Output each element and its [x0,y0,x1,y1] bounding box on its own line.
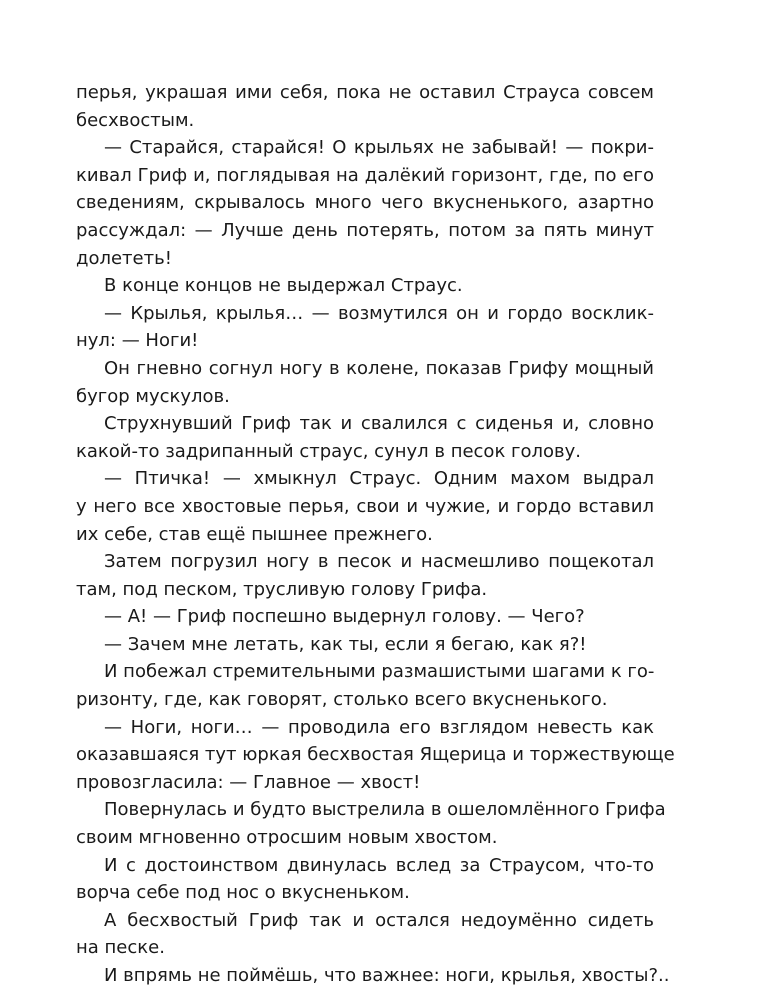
paragraph [76,603,654,631]
paragraph [76,272,654,300]
paragraph [76,796,666,851]
text-line: ризонту, где, как говорят, столько всего вкусненького. [76,689,608,711]
text-line: бугор мускулов. [76,385,230,407]
text-line: бесхвостым. [76,109,195,131]
paragraph [76,907,654,962]
text-line: Струхнувший Гриф так и свалился с сиденья и, словно [104,413,654,435]
text-line: — Птичка! — хмыкнул Страус. Одним махом выдрал [104,468,654,490]
paragraph [76,658,654,713]
text-line: рассуждал: — Лучше день потерять, потом за пять минут [76,219,654,241]
text-line: кивал Гриф и, поглядывая на далёкий горизонт, где, по его [76,164,654,186]
paragraph [76,300,654,355]
text-line: долететь! [76,247,172,269]
text-line: Он гневно согнул ногу в колене, показав Грифу мощный [104,357,654,379]
text-line: ворча себе под нос о вкусненьком. [76,882,410,904]
text-line: — Зачем мне летать, как ты, если я бегаю, как я?! [104,633,587,655]
text-line: какой-то задрипанный страус, сунул в песок голову. [76,440,582,462]
text-line: И с достоинством двинулась вслед за Страусом, что-то [104,854,654,876]
text-line: провозгласила: — Главное — хвост! [76,771,421,793]
text-line: Затем погрузил ногу в песок и насмешливо пощекотал [104,551,654,573]
text-line: А бесхвостый Гриф так и остался недоумённо сидеть [104,909,654,931]
paragraph [76,631,654,659]
paragraph [76,79,654,134]
paragraph [76,355,654,410]
text-line: — Ноги, ноги… — проводила его взглядом невесть как [104,716,654,738]
text-line: нул: — Ноги! [76,330,199,352]
text-line: Повернулась и будто выстрелила в ошеломлённого Грифа [104,799,666,821]
story-text [76,79,675,990]
paragraph [76,410,654,465]
text-line: их себе, став ещё пышнее прежнего. [76,523,433,545]
text-line: — Крылья, крылья… — возмутился он и гордо восклик- [104,302,654,324]
text-line: И побежал стремительными размашистыми шагами к го- [104,661,655,683]
paragraph [76,962,670,990]
text-line: там, под песком, трусливую голову Грифа. [76,578,488,600]
text-line: перья, украшая ими себя, пока не оставил Страуса совсем [76,82,654,103]
text-line: на песке. [76,937,165,959]
paragraph [76,852,654,907]
text-line: — А! — Гриф поспешно выдернул голову. — Чего? [104,606,585,628]
paragraph [76,134,654,272]
paragraph [76,465,654,548]
text-line: своим мгновенно отросшим новым хвостом. [76,827,498,849]
paragraph [76,548,654,603]
text-line: — Старайся, старайся! О крыльях не забывай! — покри- [104,137,654,159]
text-line: В конце концов не выдержал Страус. [104,275,463,297]
text-line: оказавшаяся тут юркая бесхвостая Ящерица и торжествующе [76,744,675,766]
text-line: сведениям, скрывалось много чего вкусненького, азартно [76,192,654,214]
text-line: И впрямь не поймёшь, что важнее: ноги, крылья, хвосты?.. [104,965,670,986]
paragraph [76,714,675,797]
text-line: у него все хвостовые перья, свои и чужие, и гордо вставил [76,495,654,517]
